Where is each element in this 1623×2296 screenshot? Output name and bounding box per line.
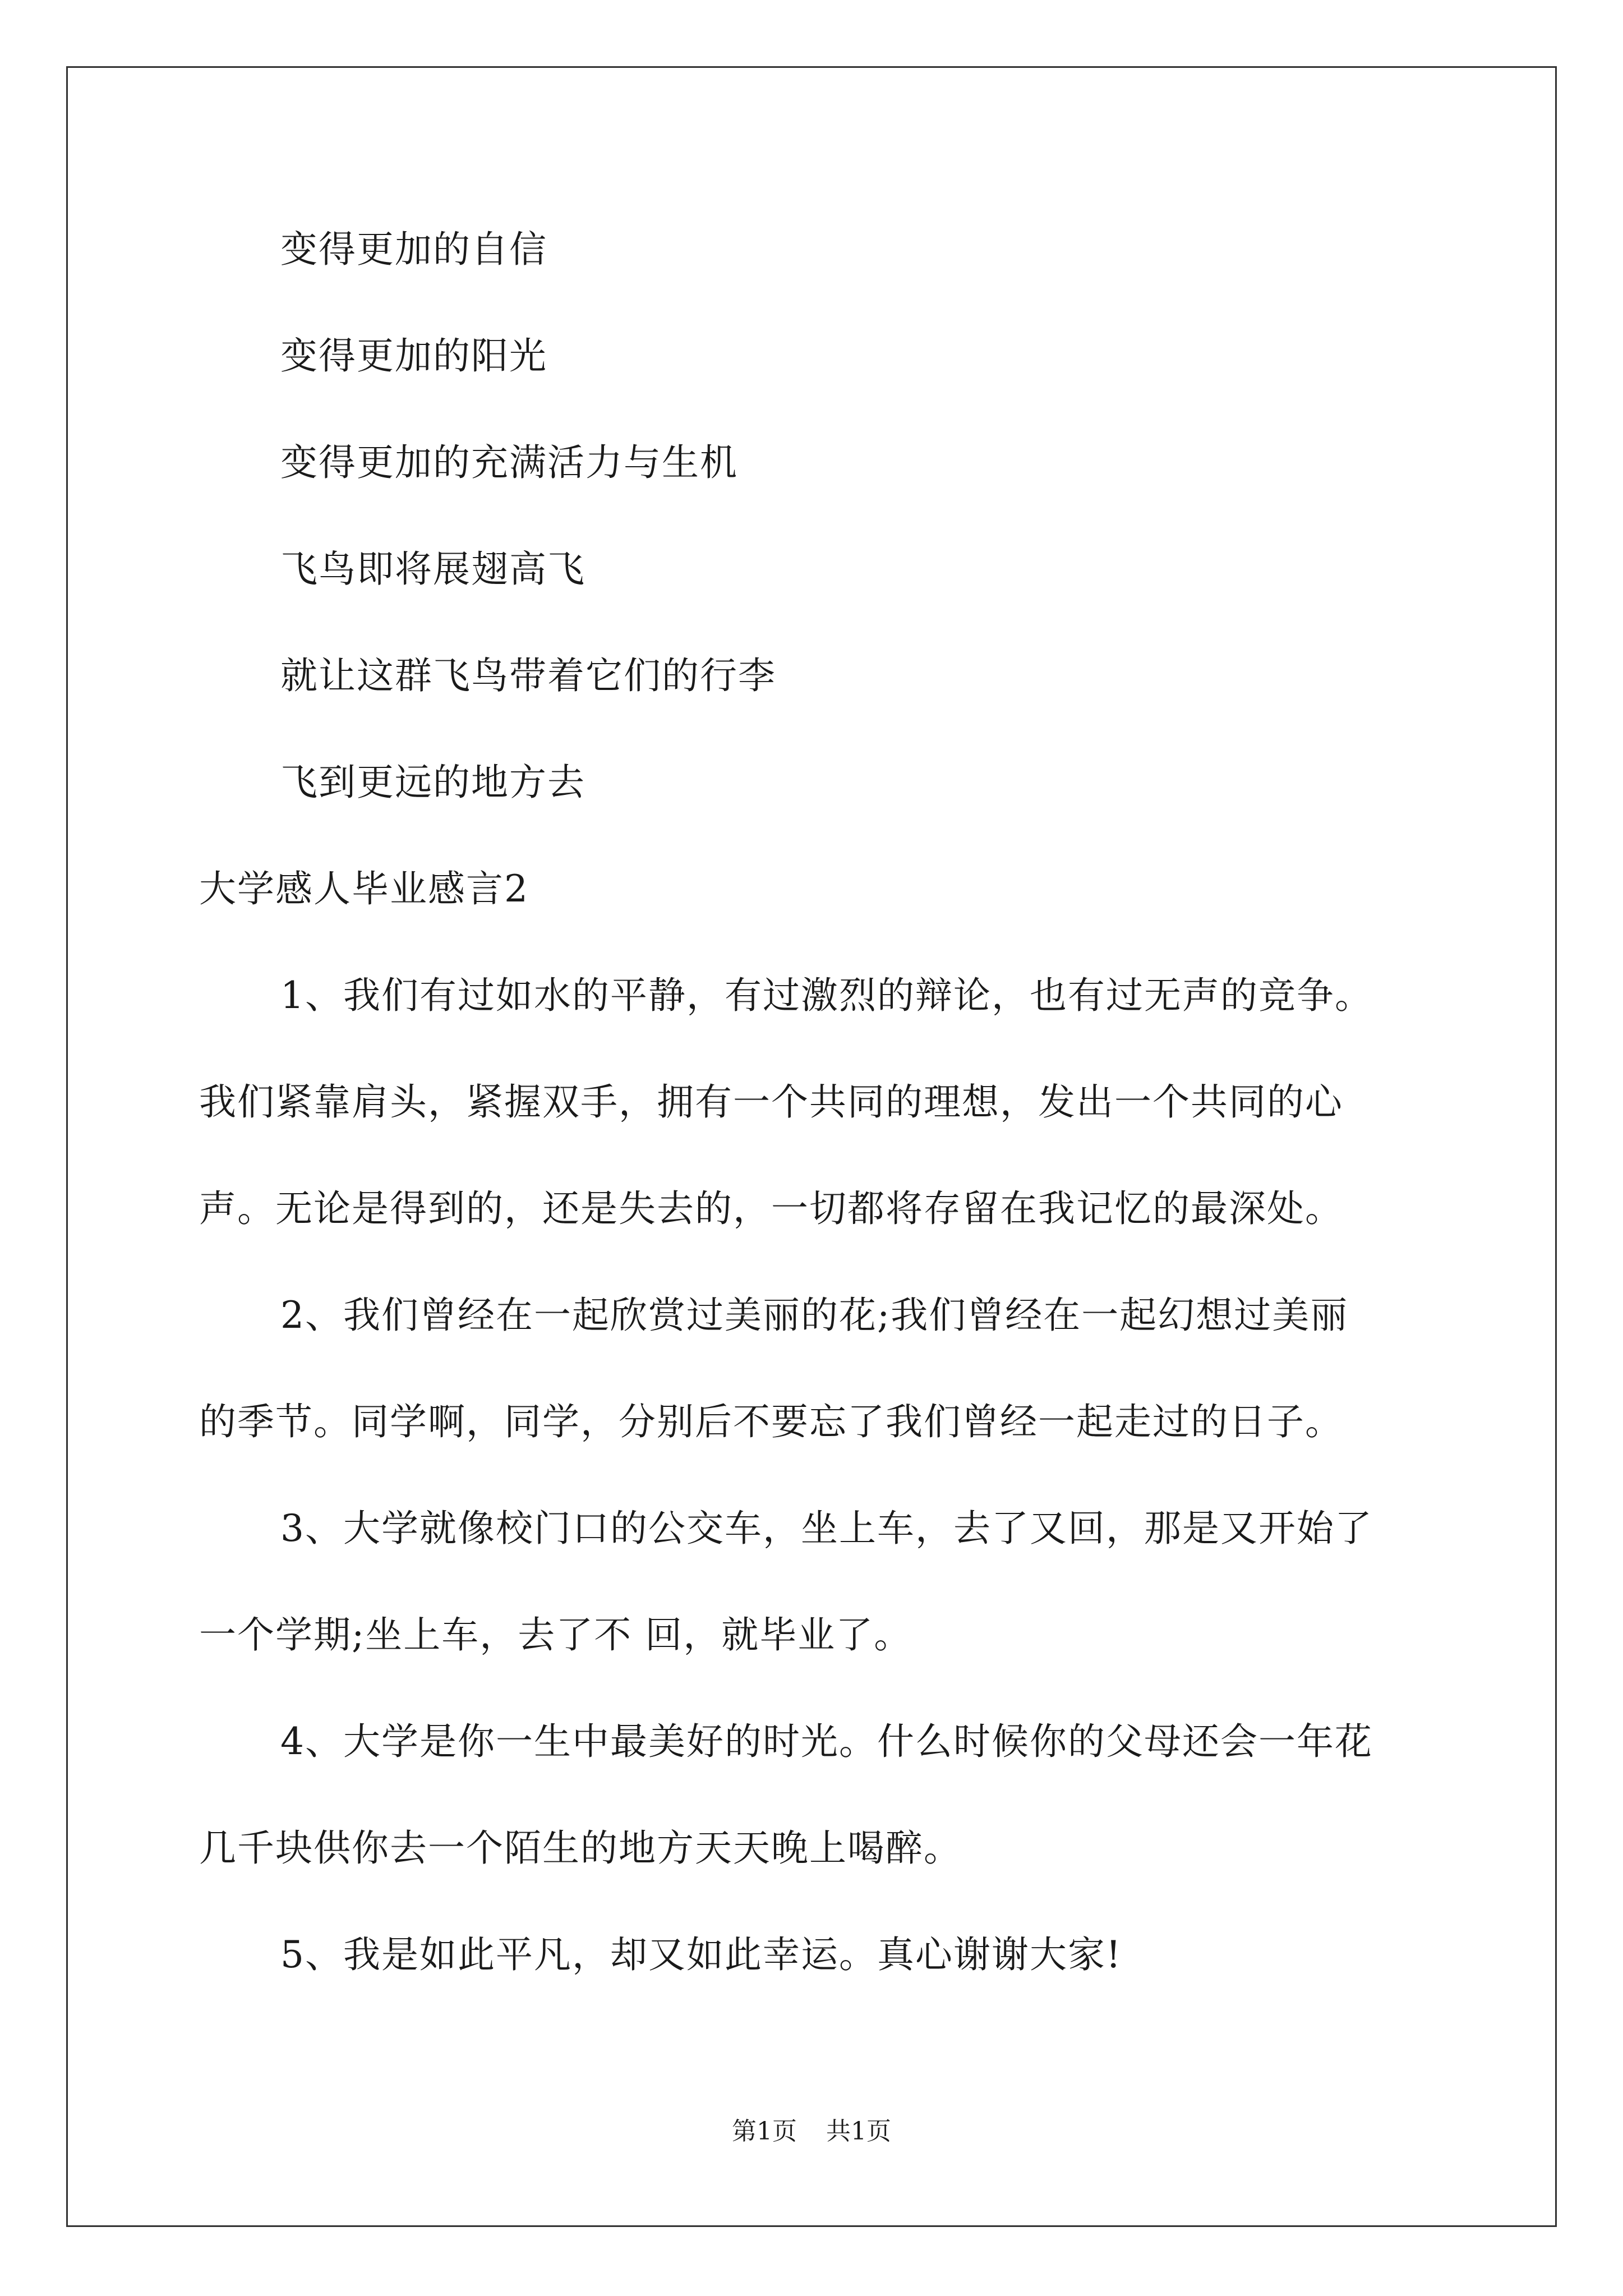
- paragraph-line: 声。无论是得到的，还是失去的，一切都将存留在我记忆的最深处。: [199, 1187, 1343, 1230]
- paragraph-line: 1、我们有过如水的平静，有过激烈的辩论，也有过无声的竞争。: [280, 974, 1373, 1017]
- page-current: 第1页: [732, 2117, 797, 2146]
- poem-line: 飞到更远的地方去: [280, 761, 585, 804]
- section-heading: 大学感人毕业感言2: [199, 867, 529, 910]
- poem-line: 飞鸟即将展翅高飞: [280, 547, 585, 591]
- paragraph-line: 2、我们曾经在一起欣赏过美丽的花;我们曾经在一起幻想过美丽: [280, 1294, 1349, 1337]
- paragraph-line: 3、大学就像校门口的公交车，坐上车，去了又回，那是又开始了: [280, 1507, 1373, 1550]
- paragraph-line: 4、大学是你一生中最美好的时光。什么时候你的父母还会一年花: [280, 1720, 1373, 1763]
- poem-line: 就让这群飞鸟带着它们的行李: [280, 654, 776, 697]
- paragraph-line: 几千块供你去一个陌生的地方天天晚上喝醉。: [199, 1826, 962, 1870]
- page-border: [66, 66, 1557, 2227]
- paragraph-line: 我们紧靠肩头，紧握双手，拥有一个共同的理想，发出一个共同的心: [199, 1080, 1343, 1124]
- poem-line: 变得更加的阳光: [280, 334, 547, 378]
- page-total: 共1页: [826, 2117, 891, 2146]
- poem-line: 变得更加的自信: [280, 228, 547, 271]
- paragraph-line: 5、我是如此平凡，却又如此幸运。真心谢谢大家!: [280, 1933, 1122, 1976]
- paragraph-line: 的季节。同学啊，同学，分别后不要忘了我们曾经一起走过的日子。: [199, 1400, 1343, 1443]
- poem-line: 变得更加的充满活力与生机: [280, 441, 738, 484]
- page-footer: [0, 2115, 1623, 2148]
- paragraph-line: 一个学期;坐上车，去了不 回，就毕业了。: [199, 1613, 912, 1657]
